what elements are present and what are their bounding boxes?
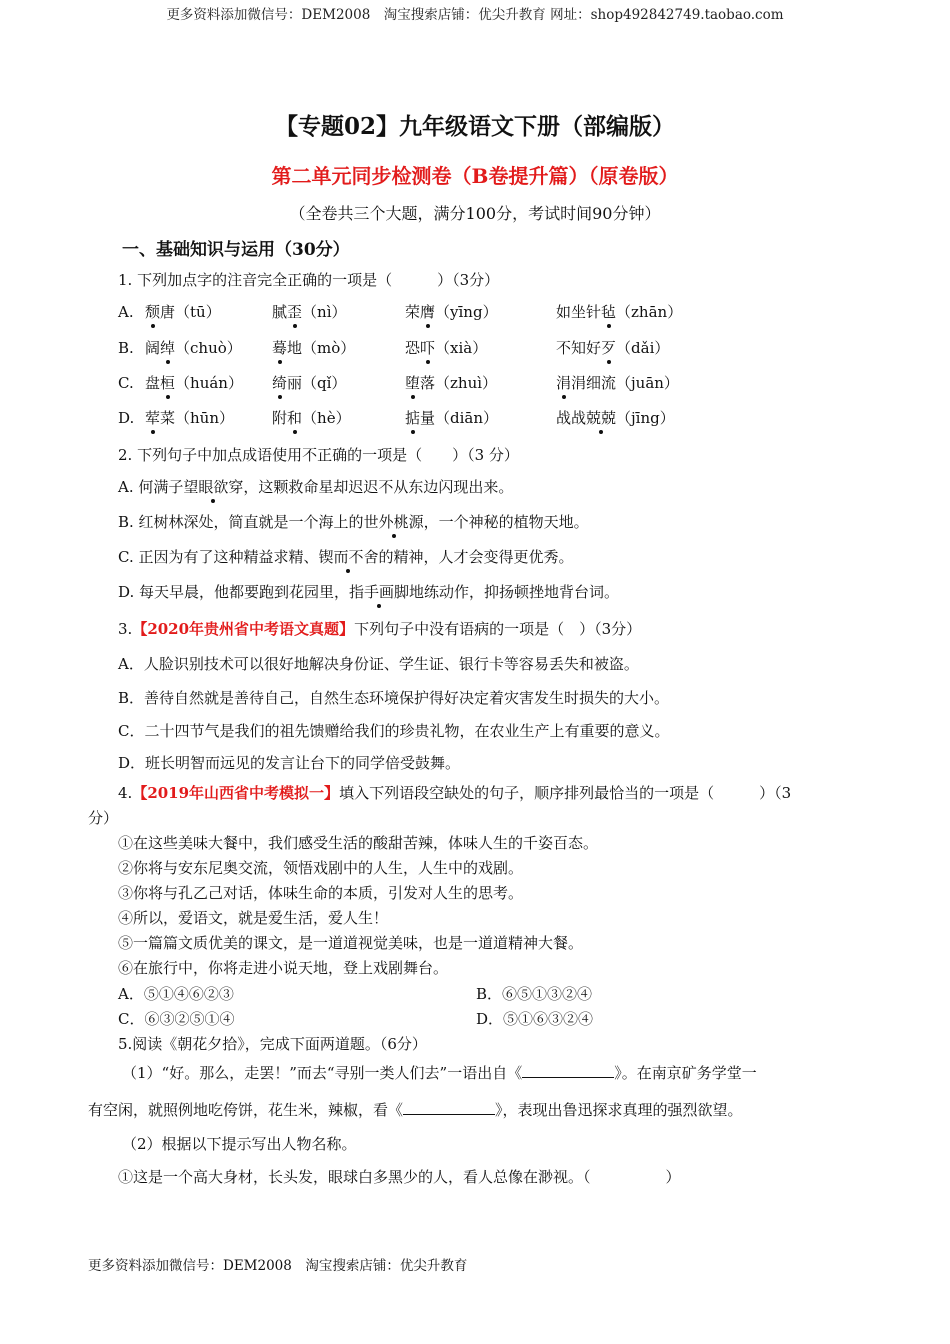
- q4-option-a: A．⑤①④⑥②③: [118, 985, 234, 1003]
- q1-cell: 恐吓（xià）: [405, 339, 488, 357]
- q1-cell: 涓涓细流（juān）: [556, 374, 679, 392]
- q1-cell: 阔绰（chuò）: [145, 339, 242, 357]
- exam-note: （全卷共三个大题，满分100分，考试时间90分钟）: [289, 204, 661, 223]
- q1-cell: 蓦地（mò）: [272, 339, 356, 357]
- q3-option-c: C．二十四节气是我们的祖先馈赠给我们的珍贵礼物，在农业生产上有重要的意义。: [118, 722, 670, 740]
- q2-option-a: A. 何满子望眼欲穿，这颗救命星却迟迟不从东边闪现出来。: [118, 478, 514, 496]
- q1-cell: 附和（hè）: [272, 409, 351, 427]
- q4-item: ②你将与安东尼奥交流，领悟戏剧中的人生，人生中的戏剧。: [118, 859, 524, 877]
- q2-option-c: C. 正因为有了这种精益求精、锲而不舍的精神，人才会变得更优秀。: [118, 548, 574, 566]
- q1-row-letter: D.: [118, 409, 135, 427]
- q1-cell: 堕落（zhuì）: [405, 374, 498, 392]
- answer-blank[interactable]: [403, 1100, 495, 1115]
- q4-source-tag: 【2019年山西省中考模拟一】: [132, 784, 340, 802]
- q4-item: ⑤一篇篇文质优美的课文，是一道道视觉美味，也是一道道精神大餐。: [118, 934, 584, 952]
- q3-stem: 3.【2020年贵州省中考语文真题】下列句子中没有语病的一项是（ ）（3分）: [118, 620, 642, 638]
- q1-row-letter: A.: [118, 303, 134, 321]
- doc-subtitle: 第二单元同步检测卷（B卷提升篇）（原卷版）: [271, 164, 679, 188]
- q3-option-a: A．人脸识别技术可以很好地解决身份证、学生证、银行卡等容易丢失和被盗。: [118, 655, 639, 673]
- q4-option-d: D．⑤①⑥③②④: [476, 1010, 594, 1028]
- q4-item: ①在这些美味大餐中，我们感受生活的酸甜苦辣，体味人生的千姿百态。: [118, 834, 599, 852]
- q4-option-c: C．⑥③②⑤①④: [118, 1010, 235, 1028]
- page-footer: 更多资料添加微信号：DEM2008 淘宝搜索店铺：优尖升教育: [88, 1258, 468, 1274]
- q1-cell: 不知好歹（dǎi）: [556, 339, 670, 357]
- answer-blank[interactable]: [522, 1063, 614, 1078]
- q1-cell: 荣膺（yīng）: [405, 303, 498, 321]
- q4-item: ③你将与孔乙己对话，体味生命的本质，引发对人生的思考。: [118, 884, 524, 902]
- q1-cell: 掂量（diān）: [405, 409, 499, 427]
- q1-cell: 腻歪（nì）: [272, 303, 347, 321]
- q5-part1-line1: （1）“好。那么，走罢！”而去“寻别一类人们去”一语出自《 》。在南京矿务学堂一: [122, 1064, 757, 1082]
- page-header: 更多资料添加微信号：DEM2008 淘宝搜索店铺：优尖升教育 网址：shop492842749.taobao.com: [166, 7, 784, 23]
- q1-cell: 颓唐（tū）: [145, 303, 221, 321]
- q3-option-b: B．善待自然就是善待自己，自然生态环境保护得好决定着灾害发生时损失的大小。: [118, 689, 670, 707]
- doc-title: 【专题02】九年级语文下册（部编版）: [274, 113, 675, 140]
- q1-cell: 绮丽（qǐ）: [272, 374, 347, 392]
- q1-row-letter: B.: [118, 339, 134, 357]
- section-heading: 一、基础知识与运用（30分）: [122, 240, 350, 260]
- q1-row-letter: C.: [118, 374, 134, 392]
- q1-cell: 战战兢兢（jīng）: [556, 409, 675, 427]
- q1-stem: 1. 下列加点字的注音完全正确的一项是（ ）（3分）: [118, 271, 500, 289]
- q4-item: ④所以，爱语文，就是爱生活，爱人生！: [118, 909, 389, 927]
- q5-part2-item1: ①这是一个高大身材，长头发，眼球白多黑少的人，看人总像在渺视。（ ）: [118, 1168, 681, 1186]
- q5-part2: （2）根据以下提示写出人物名称。: [122, 1135, 357, 1153]
- q4-stem-wrap: 分）: [88, 809, 119, 827]
- q4-stem: 4.【2019年山西省中考模拟一】填入下列语段空缺处的句子，顺序排列最恰当的一项是（ ）（3: [118, 784, 792, 802]
- q2-option-d: D. 每天早晨，他都要跑到花园里，指手画脚地练动作，抑扬顿挫地背台词。: [118, 583, 620, 601]
- q2-option-b: B. 红树林深处，简直就是一个海上的世外桃源，一个神秘的植物天地。: [118, 513, 589, 531]
- q4-item: ⑥在旅行中，你将走进小说天地，登上戏剧舞台。: [118, 959, 449, 977]
- q1-cell: 如坐针毡（zhān）: [556, 303, 683, 321]
- q4-option-b: B．⑥⑤①③②④: [476, 985, 593, 1003]
- q3-source-tag: 【2020年贵州省中考语文真题】: [132, 620, 355, 638]
- q3-option-d: D．班长明智而远见的发言让台下的同学倍受鼓舞。: [118, 754, 461, 772]
- q1-cell: 荤菜（hūn）: [145, 409, 234, 427]
- q2-stem: 2. 下列句子中加点成语使用不正确的一项是（ ）（3 分）: [118, 446, 519, 464]
- q5-stem: 5.阅读《朝花夕拾》，完成下面两道题。（6分）: [118, 1035, 427, 1053]
- q1-cell: 盘桓（huán）: [145, 374, 243, 392]
- q5-part1-line2: 有空闲，就照例地吃侉饼，花生米，辣椒，看《 》，表现出鲁迅探求真理的强烈欲望。: [88, 1101, 743, 1119]
